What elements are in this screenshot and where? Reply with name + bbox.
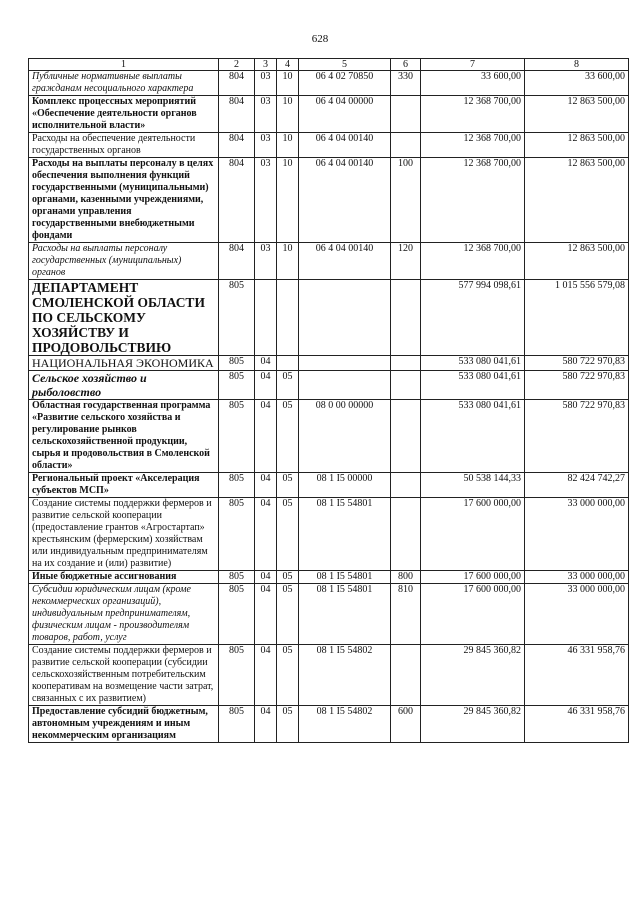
column-header-1: 1	[29, 59, 219, 71]
cell-expense-type: 330	[391, 71, 421, 96]
cell-subsection-code: 05	[277, 571, 299, 584]
cell-ministry-code: 805	[219, 584, 255, 645]
cell-target-article: 08 0 00 00000	[299, 400, 391, 473]
table-row	[29, 571, 629, 584]
cell-target-article: 06 4 02 70850	[299, 71, 391, 96]
row-name: Публичные нормативные выплаты гражданам несоциального характера	[29, 71, 219, 96]
cell-section-code: 04	[255, 571, 277, 584]
row-name: ДЕПАРТАМЕНТ СМОЛЕНСКОЙ ОБЛАСТИ ПО СЕЛЬСКОМУ ХОЗЯЙСТВУ И ПРОДОВОЛЬСТВИЮ	[29, 280, 219, 356]
cell-expense-type: 810	[391, 584, 421, 645]
cell-section-code	[255, 280, 277, 356]
column-header-2: 2	[219, 59, 255, 71]
cell-amount-year1: 29 845 360,82	[421, 645, 525, 706]
row-name: Расходы на обеспечение деятельности государственных органов	[29, 133, 219, 158]
cell-expense-type: 120	[391, 243, 421, 280]
cell-ministry-code: 805	[219, 645, 255, 706]
cell-ministry-code: 804	[219, 133, 255, 158]
table-row	[29, 133, 629, 158]
cell-subsection-code: 05	[277, 473, 299, 498]
cell-target-article: 06 4 04 00140	[299, 158, 391, 243]
cell-subsection-code: 10	[277, 96, 299, 133]
cell-amount-year1: 17 600 000,00	[421, 498, 525, 571]
row-name: Расходы на выплаты персоналу в целях обеспечения выполнения функций государственными (муниципальными) органами, казенными учреждениями, органами управления государственными внебюджетными фондами	[29, 158, 219, 243]
cell-section-code: 04	[255, 356, 277, 371]
column-header-5: 5	[299, 59, 391, 71]
cell-target-article: 08 1 I5 54802	[299, 706, 391, 743]
cell-amount-year2: 12 863 500,00	[525, 133, 629, 158]
row-name: Сельское хозяйство и рыболовство	[29, 371, 219, 400]
cell-amount-year2: 1 015 556 579,08	[525, 280, 629, 356]
column-number-row	[29, 59, 629, 71]
row-name: Расходы на выплаты персоналу государственных (муниципальных) органов	[29, 243, 219, 280]
row-name: Комплекс процессных мероприятий «Обеспечение деятельности органов исполнительной власти»	[29, 96, 219, 133]
cell-ministry-code: 804	[219, 158, 255, 243]
cell-target-article: 06 4 04 00000	[299, 96, 391, 133]
row-name: НАЦИОНАЛЬНАЯ ЭКОНОМИКА	[29, 356, 219, 371]
cell-section-code: 04	[255, 473, 277, 498]
row-name: Региональный проект «Акселерация субъектов МСП»	[29, 473, 219, 498]
cell-amount-year2: 33 000 000,00	[525, 584, 629, 645]
table-row	[29, 356, 629, 371]
cell-amount-year1: 533 080 041,61	[421, 371, 525, 400]
cell-amount-year1: 533 080 041,61	[421, 400, 525, 473]
cell-section-code: 04	[255, 498, 277, 571]
row-name: Создание системы поддержки фермеров и развитие сельской кооперации (субсидии сельскохозяйственным потребительским кооперативам на возмещение части затрат, связанных с их развитием)	[29, 645, 219, 706]
cell-subsection-code: 05	[277, 706, 299, 743]
cell-expense-type	[391, 96, 421, 133]
cell-amount-year1: 12 368 700,00	[421, 158, 525, 243]
column-header-7: 7	[421, 59, 525, 71]
cell-section-code: 03	[255, 243, 277, 280]
table-row	[29, 96, 629, 133]
cell-ministry-code: 804	[219, 71, 255, 96]
cell-section-code: 04	[255, 645, 277, 706]
table-body	[29, 71, 629, 743]
cell-ministry-code: 804	[219, 243, 255, 280]
cell-section-code: 03	[255, 133, 277, 158]
cell-amount-year1: 533 080 041,61	[421, 356, 525, 371]
cell-subsection-code	[277, 280, 299, 356]
cell-amount-year2: 82 424 742,27	[525, 473, 629, 498]
cell-section-code: 03	[255, 158, 277, 243]
cell-amount-year1: 17 600 000,00	[421, 571, 525, 584]
cell-amount-year2: 12 863 500,00	[525, 96, 629, 133]
cell-section-code: 04	[255, 371, 277, 400]
row-name: Предоставление субсидий бюджетным, автономным учреждениям и иным некоммерческим организациям	[29, 706, 219, 743]
cell-amount-year2: 12 863 500,00	[525, 158, 629, 243]
cell-ministry-code: 805	[219, 371, 255, 400]
cell-amount-year1: 50 538 144,33	[421, 473, 525, 498]
cell-subsection-code: 05	[277, 371, 299, 400]
cell-amount-year2: 33 000 000,00	[525, 571, 629, 584]
table-row	[29, 498, 629, 571]
column-header-8: 8	[525, 59, 629, 71]
cell-target-article	[299, 371, 391, 400]
cell-expense-type	[391, 280, 421, 356]
cell-amount-year1: 33 600,00	[421, 71, 525, 96]
cell-ministry-code: 805	[219, 400, 255, 473]
cell-ministry-code: 805	[219, 280, 255, 356]
cell-amount-year1: 12 368 700,00	[421, 96, 525, 133]
table-row	[29, 706, 629, 743]
cell-target-article: 08 1 I5 54801	[299, 498, 391, 571]
table-row	[29, 243, 629, 280]
cell-section-code: 03	[255, 96, 277, 133]
table-row	[29, 473, 629, 498]
cell-section-code: 04	[255, 400, 277, 473]
column-header-6: 6	[391, 59, 421, 71]
table-row	[29, 400, 629, 473]
table-row	[29, 71, 629, 96]
cell-amount-year2: 580 722 970,83	[525, 356, 629, 371]
cell-ministry-code: 805	[219, 473, 255, 498]
cell-expense-type	[391, 371, 421, 400]
cell-target-article: 08 1 I5 54802	[299, 645, 391, 706]
page-number: 628	[311, 33, 329, 45]
cell-amount-year2: 33 600,00	[525, 71, 629, 96]
cell-subsection-code: 05	[277, 645, 299, 706]
cell-target-article	[299, 280, 391, 356]
cell-amount-year2: 12 863 500,00	[525, 243, 629, 280]
cell-expense-type	[391, 400, 421, 473]
cell-ministry-code: 805	[219, 356, 255, 371]
cell-expense-type	[391, 473, 421, 498]
cell-subsection-code: 05	[277, 584, 299, 645]
table-row	[29, 584, 629, 645]
cell-section-code: 04	[255, 706, 277, 743]
row-name: Субсидии юридическим лицам (кроме некоммерческих организаций), индивидуальным предпринимателям, физическим лицам - производителям товаров, работ, услуг	[29, 584, 219, 645]
cell-section-code: 03	[255, 71, 277, 96]
table-row	[29, 158, 629, 243]
cell-target-article: 08 1 I5 54801	[299, 584, 391, 645]
cell-ministry-code: 805	[219, 706, 255, 743]
cell-amount-year1: 12 368 700,00	[421, 243, 525, 280]
cell-target-article: 08 1 I5 00000	[299, 473, 391, 498]
cell-subsection-code: 10	[277, 71, 299, 96]
cell-target-article: 08 1 I5 54801	[299, 571, 391, 584]
cell-expense-type	[391, 356, 421, 371]
cell-amount-year2: 580 722 970,83	[525, 371, 629, 400]
cell-target-article: 06 4 04 00140	[299, 133, 391, 158]
table-row	[29, 645, 629, 706]
cell-expense-type	[391, 133, 421, 158]
cell-amount-year2: 46 331 958,76	[525, 645, 629, 706]
row-name: Иные бюджетные ассигнования	[29, 571, 219, 584]
budget-table	[28, 58, 629, 743]
cell-amount-year1: 17 600 000,00	[421, 584, 525, 645]
cell-subsection-code	[277, 356, 299, 371]
cell-amount-year2: 46 331 958,76	[525, 706, 629, 743]
column-header-4: 4	[277, 59, 299, 71]
row-name: Областная государственная программа «Развитие сельского хозяйства и регулирование рынков сельскохозяйственной продукции, сырья и продовольствия в Смоленской области»	[29, 400, 219, 473]
cell-expense-type: 100	[391, 158, 421, 243]
cell-amount-year1: 29 845 360,82	[421, 706, 525, 743]
cell-amount-year1: 577 994 098,61	[421, 280, 525, 356]
cell-subsection-code: 10	[277, 133, 299, 158]
column-header-3: 3	[255, 59, 277, 71]
table-row	[29, 371, 629, 400]
cell-amount-year1: 12 368 700,00	[421, 133, 525, 158]
cell-expense-type: 600	[391, 706, 421, 743]
cell-ministry-code: 805	[219, 571, 255, 584]
row-name: Создание системы поддержки фермеров и развитие сельской кооперации (предоставление грантов «Агростартап» крестьянским (фермерским) хозяйствам или индивидуальным предпринимателям на их создание и (или) развитие)	[29, 498, 219, 571]
cell-section-code: 04	[255, 584, 277, 645]
cell-subsection-code: 05	[277, 498, 299, 571]
cell-expense-type	[391, 645, 421, 706]
cell-subsection-code: 10	[277, 158, 299, 243]
cell-ministry-code: 805	[219, 498, 255, 571]
cell-amount-year2: 580 722 970,83	[525, 400, 629, 473]
cell-target-article	[299, 356, 391, 371]
cell-subsection-code: 10	[277, 243, 299, 280]
table-row	[29, 280, 629, 356]
cell-expense-type	[391, 498, 421, 571]
cell-amount-year2: 33 000 000,00	[525, 498, 629, 571]
cell-subsection-code: 05	[277, 400, 299, 473]
cell-ministry-code: 804	[219, 96, 255, 133]
cell-expense-type: 800	[391, 571, 421, 584]
cell-target-article: 06 4 04 00140	[299, 243, 391, 280]
